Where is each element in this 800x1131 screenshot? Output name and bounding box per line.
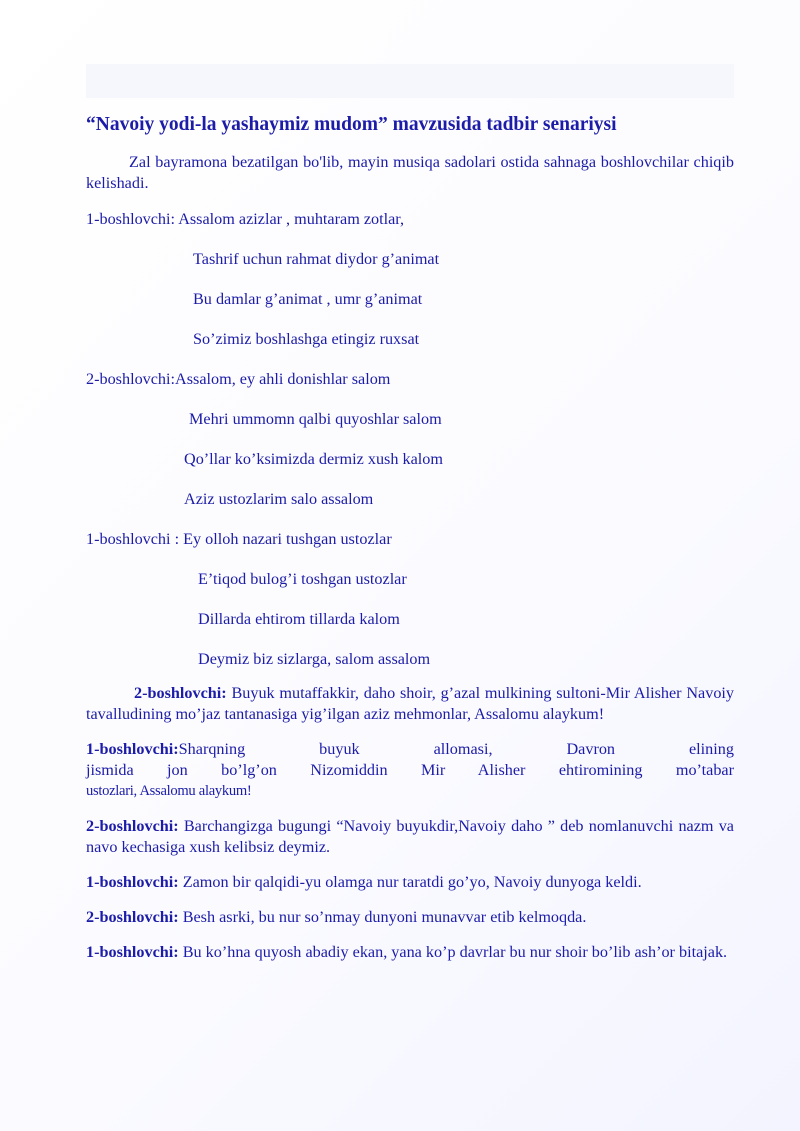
speaker-label: 1-boshlovchi : xyxy=(86,530,184,548)
dialogue-paragraph xyxy=(86,942,734,963)
verse-block-1 xyxy=(86,209,734,369)
verse-line: Mehri ummomn qalbi quyoshlar salom xyxy=(189,410,442,428)
verse-text: Ey olloh nazari tushgan ustozlar xyxy=(183,530,392,548)
verse-block-3 xyxy=(86,529,734,683)
verse-line xyxy=(86,209,734,249)
verse-line xyxy=(86,529,734,569)
verse-text: Assalom, ey ahli donishlar salom xyxy=(175,370,391,388)
speaker-label: 1-boshlovchi: xyxy=(86,210,179,228)
speaker-label: 1-boshlovchi: xyxy=(86,740,179,758)
dialogue-text: Barchangizga bugungi “Navoiy buyukdir,Navoiy daho ” deb nomlanuvchi nazm va navo kechasiga xush kelibsiz deymiz. xyxy=(86,817,734,856)
dialogue-paragraph xyxy=(86,683,734,725)
dialogue-paragraph xyxy=(86,872,734,893)
speaker-label: 2-boshlovchi: xyxy=(134,684,227,702)
spread-line xyxy=(86,739,734,760)
verse-line: Deymiz biz sizlarga, salom assalom xyxy=(198,650,431,668)
dialogue-text: Zamon bir qalqidi-yu olamga nur taratdi go’yo, Navoiy dunyoga keldi. xyxy=(178,873,642,891)
dialogue-word: Sharqning xyxy=(178,740,246,758)
dialogue-text: Besh asrki, bu nur so’nmay dunyoni munavvar etib kelmoqda. xyxy=(178,908,587,926)
dialogue-text: ustozlari, Assalomu alaykum! xyxy=(86,783,252,799)
verse-line: Qo’llar ko’ksimizda dermiz xush kalom xyxy=(184,450,443,468)
document-body xyxy=(86,112,734,977)
intro-paragraph: Zal bayramona bezatilgan bo'lib, mayin musiqa sadolari ostida sahnaga boshlovchilar chiqib kelishadi. xyxy=(86,153,734,192)
dialogue-paragraph xyxy=(86,739,734,802)
verse-block-2 xyxy=(86,369,734,529)
dialogue-word: allomasi, xyxy=(433,740,493,758)
verse-line: Aziz ustozlarim salo assalom xyxy=(184,490,374,508)
document-title: “Navoiy yodi-la yashaymiz mudom” mavzusida tadbir senariysi xyxy=(86,114,617,135)
dialogue-text: Buyuk mutaffakkir, daho shoir, g’azal mulkining sultoni-Mir Alisher Navoiy tavalludining mo’jaz tantanasiga yig’ilgan aziz mehmonlar, Assalomu alaykum! xyxy=(86,684,734,723)
speaker-label: 1-boshlovchi: xyxy=(86,873,179,891)
dialogue-paragraph xyxy=(86,907,734,928)
verse-text: Assalom azizlar , muhtaram zotlar, xyxy=(178,210,405,228)
speaker-label: 2-boshlovchi: xyxy=(86,370,176,388)
verse-line: Bu damlar g’animat , umr g’animat xyxy=(193,290,423,308)
dialogue-word: elining xyxy=(689,740,734,758)
speaker-label: 2-boshlovchi: xyxy=(86,908,179,926)
dialogue-text: jismida jon bo’lg’on Nizomiddin Mir Alisher ehtiromining mo’tabar xyxy=(86,761,734,779)
verse-line: E’tiqod bulog’i toshgan ustozlar xyxy=(198,570,407,588)
dialogue-paragraph xyxy=(86,816,734,858)
dialogue-word: buyuk xyxy=(319,740,360,758)
verse-line: Dillarda ehtirom tillarda kalom xyxy=(198,610,400,628)
verse-line: Tashrif uchun rahmat diydor g’animat xyxy=(193,250,440,268)
verse-line xyxy=(86,369,734,409)
speaker-label: 1-boshlovchi: xyxy=(86,943,179,961)
verse-line: So’zimiz boshlashga etingiz ruxsat xyxy=(193,330,420,348)
dialogue-text: Bu ko’hna quyosh abadiy ekan, yana ko’p davrlar bu nur shoir bo’lib ash’or bitajak. xyxy=(178,943,728,961)
dialogue-word: Davron xyxy=(566,740,616,758)
speaker-label: 2-boshlovchi: xyxy=(86,817,179,835)
header-band xyxy=(86,64,734,98)
